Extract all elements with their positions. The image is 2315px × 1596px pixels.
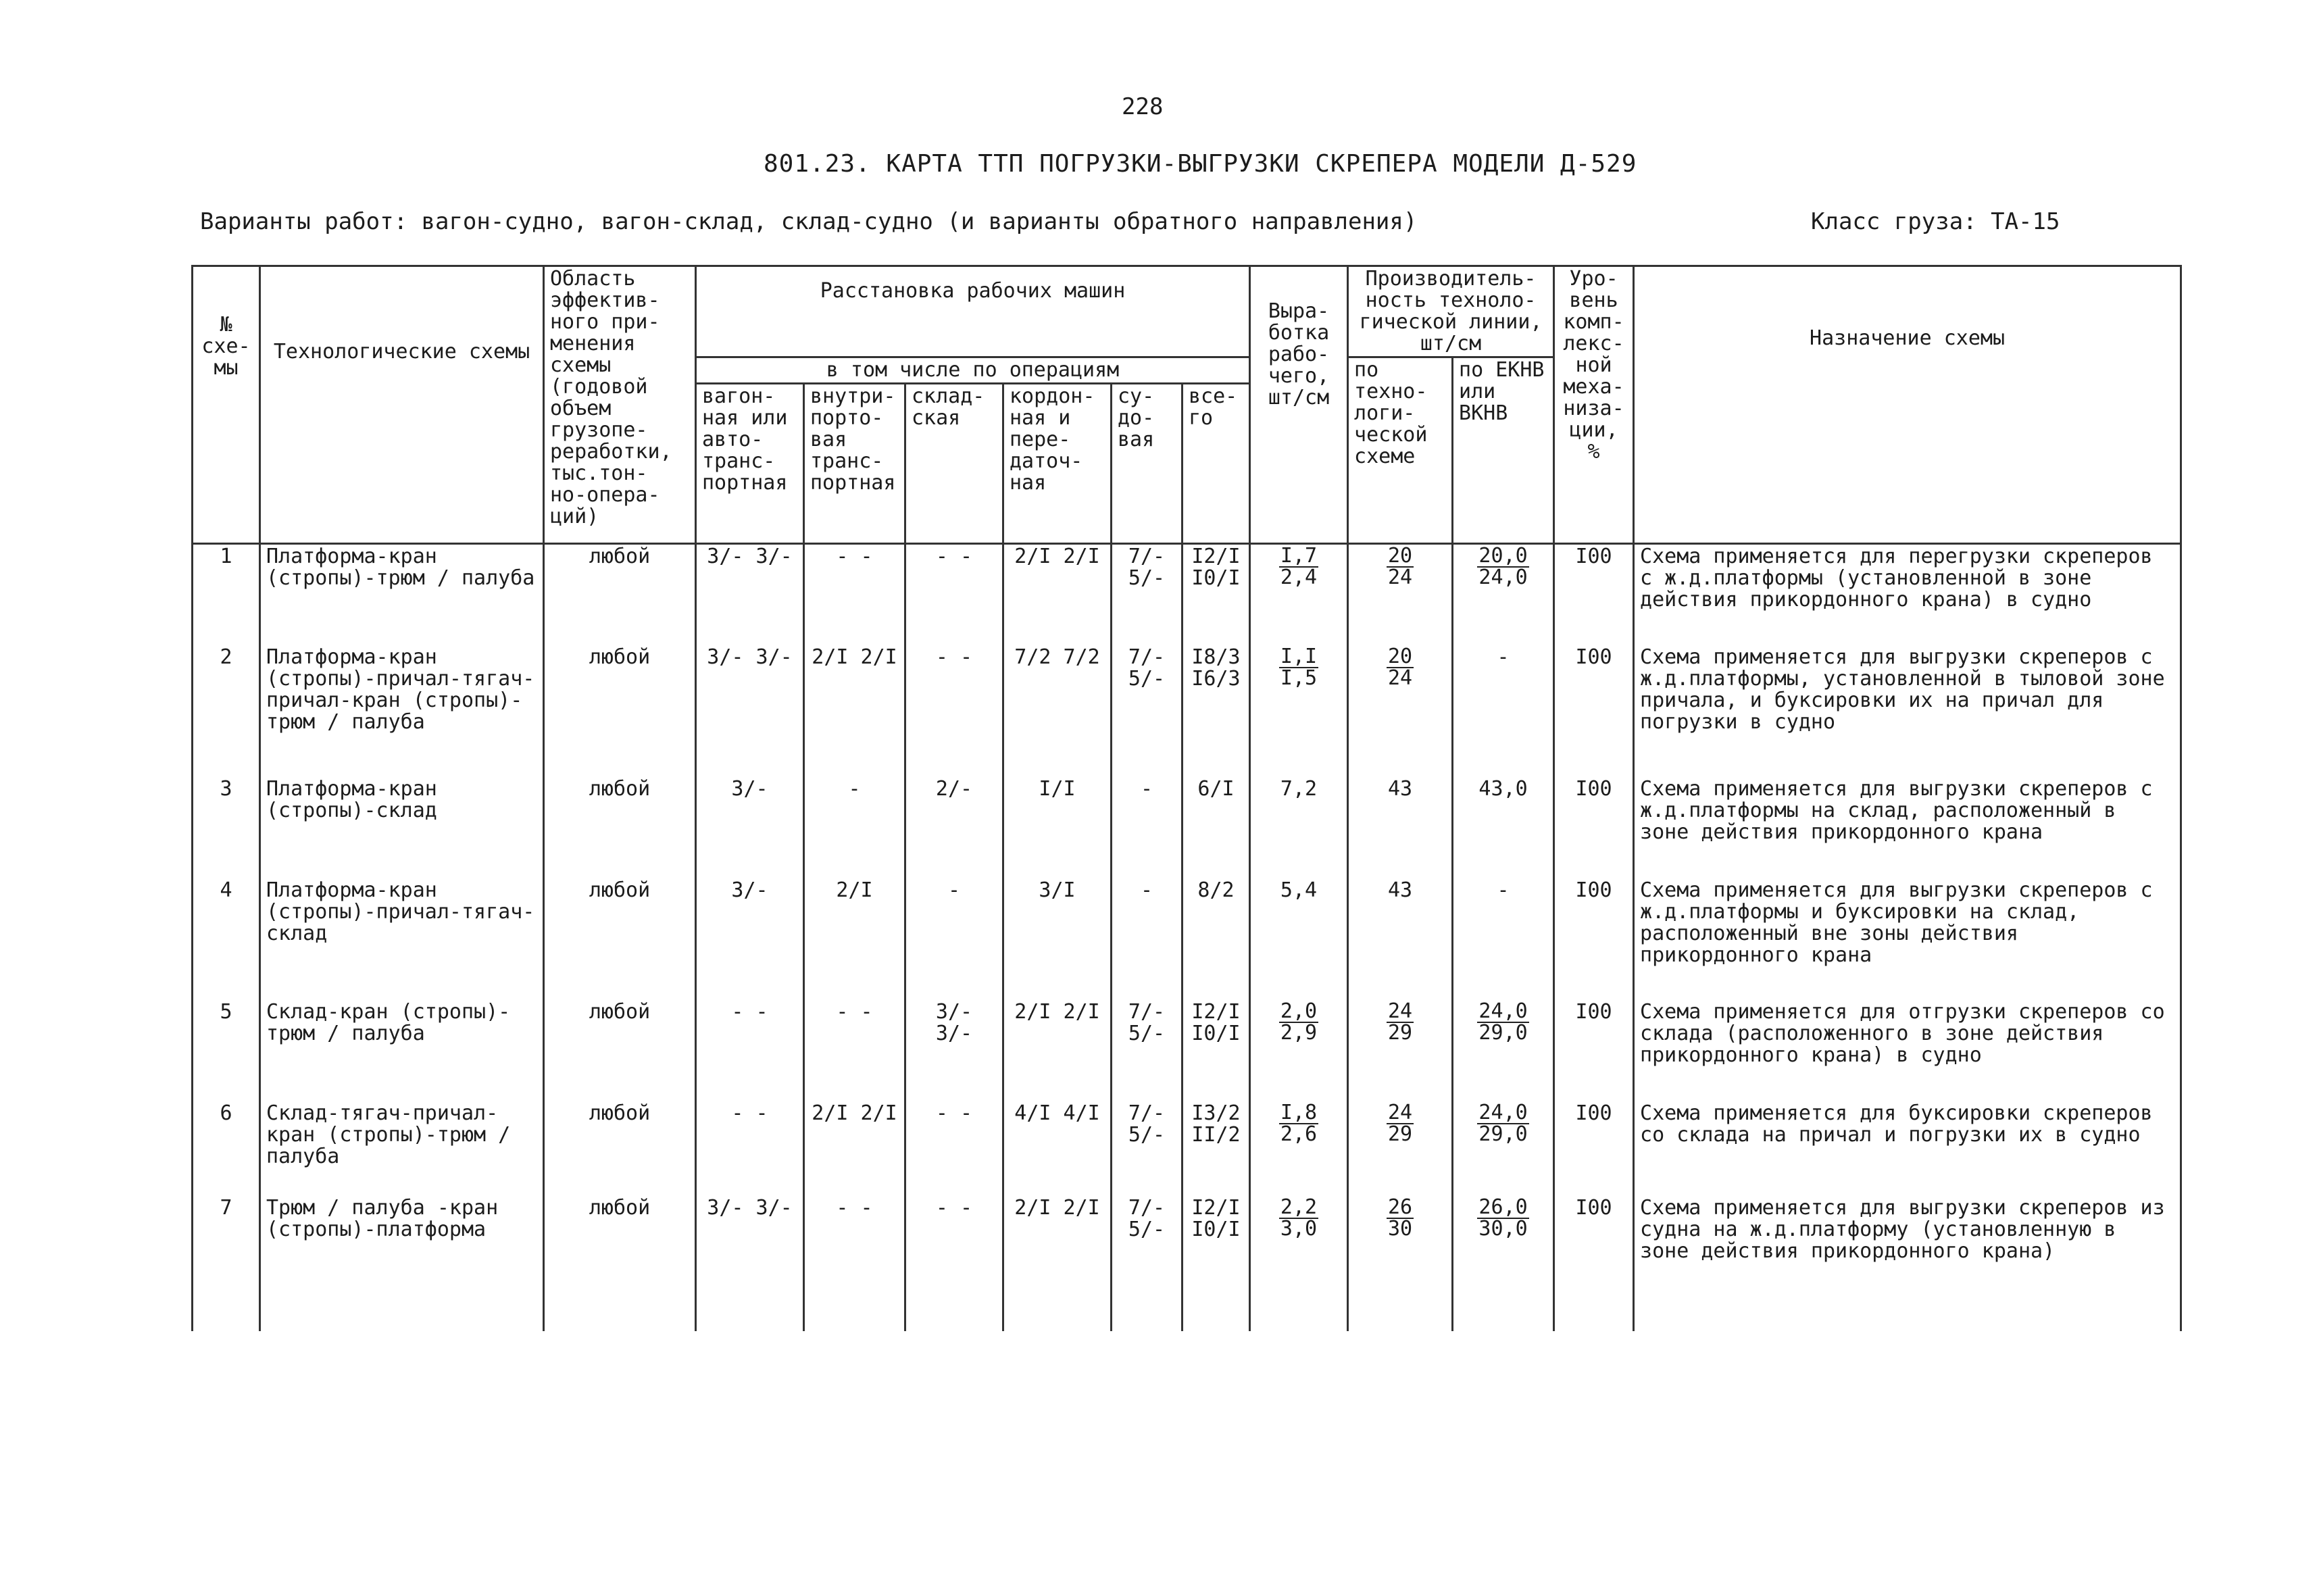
productivity-eknv-top: 24,0 — [1478, 999, 1528, 1023]
header-application-area: Область эффектив- ного при- менения схемы (годовой объем грузопе- реработки, тыс.тон- но-опера- ций) — [544, 266, 696, 544]
intraport-ops: - — [804, 777, 905, 878]
productivity-eknv — [1453, 1196, 1554, 1331]
worker-output — [1250, 645, 1348, 777]
header-scheme-number: № схе- мы — [193, 266, 260, 544]
work-variants: Варианты работ: вагон-судно, вагон-склад, склад-судно (и варианты обратного направления) — [200, 208, 1418, 235]
header-mechanization-level: Уро- вень комп- лекс- ной меха- низа- ции, % — [1554, 266, 1634, 544]
application-area: любой — [544, 777, 696, 878]
total-ops: I2/I I0/I — [1183, 544, 1250, 645]
warehouse-ops: - - — [905, 1101, 1003, 1196]
warehouse-ops: 2/- — [905, 777, 1003, 878]
tech-scheme: Склад-тягач-причал-кран (стропы)-трюм / палуба — [260, 1101, 544, 1196]
warehouse-ops: - - — [905, 645, 1003, 777]
intraport-ops: 2/I 2/I — [804, 1101, 905, 1196]
worker-output-top: I,7 — [1280, 544, 1318, 568]
productivity-eknv-bottom: 24,0 — [1478, 566, 1528, 589]
cargo-class: Класс груза: ТА-15 — [1811, 208, 2060, 235]
productivity-eknv-bottom: 29,0 — [1478, 1020, 1528, 1045]
worker-output — [1250, 777, 1348, 878]
tech-scheme: Платформа-кран (стропы)-причал-тягач-причал-кран (стропы)-трюм / палуба — [260, 645, 544, 777]
mechanization-level: I00 — [1554, 1196, 1634, 1331]
mechanization-level: I00 — [1554, 878, 1634, 1000]
scheme-purpose: Схема применяется для буксировки скреперов со склада на причал и погрузки их в судно — [1634, 1101, 2181, 1196]
header-scheme-purpose: Назначение схемы — [1634, 266, 2181, 544]
ship-ops: - — [1112, 777, 1183, 878]
intraport-ops: - - — [804, 1196, 905, 1331]
wagon-ops: 3/- — [696, 777, 804, 878]
scheme-number: 3 — [193, 777, 260, 878]
warehouse-ops: - — [905, 878, 1003, 1000]
ship-ops: 7/- 5/- — [1112, 1000, 1183, 1101]
productivity-scheme-bottom: 29 — [1387, 1020, 1413, 1045]
application-area: любой — [544, 878, 696, 1000]
table-row — [193, 1196, 2181, 1331]
total-ops: I3/2 II/2 — [1183, 1101, 1250, 1196]
application-area: любой — [544, 544, 696, 645]
worker-output — [1250, 1101, 1348, 1196]
mechanization-level: I00 — [1554, 777, 1634, 878]
header-line-productivity: Производитель- ность техноло- гической линии, шт/см — [1348, 266, 1554, 357]
warehouse-ops: 3/- 3/- — [905, 1000, 1003, 1101]
productivity-scheme-top: 43 — [1387, 878, 1413, 902]
productivity-scheme-bottom: 30 — [1387, 1216, 1413, 1241]
productivity-scheme-top: 43 — [1387, 776, 1413, 801]
header-wagon: вагон- ная или авто- транс- портная — [696, 384, 804, 544]
productivity-scheme — [1348, 1196, 1453, 1331]
productivity-scheme-top: 26 — [1387, 1195, 1413, 1219]
worker-output — [1250, 544, 1348, 645]
wagon-ops: 3/- — [696, 878, 804, 1000]
tech-scheme: Платформа-кран (стропы)-причал-тягач-склад — [260, 878, 544, 1000]
warehouse-ops: - - — [905, 544, 1003, 645]
worker-output-bottom: I,5 — [1280, 666, 1318, 690]
worker-output-top: 5,4 — [1280, 878, 1318, 902]
scheme-number: 2 — [193, 645, 260, 777]
ship-ops: 7/- 5/- — [1112, 1196, 1183, 1331]
worker-output — [1250, 878, 1348, 1000]
scheme-number: 7 — [193, 1196, 260, 1331]
kordon-ops: 2/I 2/I — [1003, 1196, 1112, 1331]
productivity-eknv — [1453, 777, 1554, 878]
table-row — [193, 1101, 2181, 1196]
mechanization-level: I00 — [1554, 645, 1634, 777]
kordon-ops: 4/I 4/I — [1003, 1101, 1112, 1196]
scheme-purpose: Схема применяется для отгрузки скреперов со склада (расположенного в зоне действия прикордонного крана) в судно — [1634, 1000, 2181, 1101]
scheme-number: 1 — [193, 544, 260, 645]
header-by-scheme: по техно- логи- ческой схеме — [1348, 357, 1453, 544]
header-tech-scheme: Технологические схемы — [260, 266, 544, 544]
scheme-purpose: Схема применяется для выгрузки скреперов из судна на ж.д.платформу (установленную в зоне действия прикордонного крана) — [1634, 1196, 2181, 1331]
productivity-eknv-top: 26,0 — [1478, 1195, 1528, 1219]
header-ship: су- до- вая — [1112, 384, 1183, 544]
ship-ops: 7/- 5/- — [1112, 1101, 1183, 1196]
header-warehouse: склад- ская — [905, 384, 1003, 544]
productivity-eknv-top: 20,0 — [1478, 544, 1528, 568]
application-area: любой — [544, 1101, 696, 1196]
kordon-ops: 2/I 2/I — [1003, 544, 1112, 645]
application-area: любой — [544, 645, 696, 777]
productivity-eknv — [1453, 544, 1554, 645]
scheme-number: 4 — [193, 878, 260, 1000]
productivity-scheme-bottom: 24 — [1387, 566, 1413, 589]
productivity-scheme — [1348, 544, 1453, 645]
productivity-scheme-top: 20 — [1387, 645, 1413, 668]
table-row — [193, 645, 2181, 777]
kordon-ops: 2/I 2/I — [1003, 1000, 1112, 1101]
wagon-ops: - - — [696, 1000, 804, 1101]
total-ops: 8/2 — [1183, 878, 1250, 1000]
worker-output-bottom: 2,4 — [1280, 566, 1318, 589]
worker-output-top: 2,0 — [1280, 999, 1318, 1023]
worker-output-bottom: 2,9 — [1280, 1020, 1318, 1045]
document-title: 801.23. КАРТА ТТП ПОГРУЗКИ-ВЫГРУЗКИ СКРЕПЕРА МОДЕЛИ Д-529 — [764, 150, 1637, 178]
worker-output-bottom: 3,0 — [1280, 1216, 1318, 1241]
wagon-ops: 3/- 3/- — [696, 645, 804, 777]
scheme-purpose: Схема применяется для выгрузки скреперов с ж.д.платформы, установленной в тыловой зоне причала, и буксировки их на причал для погрузки в судно — [1634, 645, 2181, 777]
productivity-scheme — [1348, 645, 1453, 777]
worker-output — [1250, 1196, 1348, 1331]
productivity-eknv — [1453, 878, 1554, 1000]
total-ops: I2/I I0/I — [1183, 1000, 1250, 1101]
tech-scheme: Трюм / палуба -кран (стропы)-платформа — [260, 1196, 544, 1331]
header-total: все- го — [1183, 384, 1250, 544]
productivity-eknv-bottom: 29,0 — [1478, 1122, 1528, 1146]
intraport-ops: 2/I — [804, 878, 905, 1000]
header-by-operations: в том числе по операциям — [696, 357, 1250, 384]
kordon-ops: 3/I — [1003, 878, 1112, 1000]
total-ops: 6/I — [1183, 777, 1250, 878]
table-row — [193, 544, 2181, 645]
header-worker-output: Выра- ботка рабо- чего, шт/см — [1250, 266, 1348, 544]
scheme-number: 5 — [193, 1000, 260, 1101]
scheme-number: 6 — [193, 1101, 260, 1196]
productivity-eknv-bottom: 30,0 — [1478, 1216, 1528, 1241]
tech-scheme: Склад-кран (стропы)-трюм / палуба — [260, 1000, 544, 1101]
wagon-ops: - - — [696, 1101, 804, 1196]
productivity-scheme — [1348, 1000, 1453, 1101]
intraport-ops: - - — [804, 544, 905, 645]
intraport-ops: - - — [804, 1000, 905, 1101]
worker-output-top: 2,2 — [1280, 1195, 1318, 1219]
ttp-table — [191, 265, 2182, 1331]
worker-output-top: I,I — [1280, 645, 1318, 668]
table-row — [193, 1000, 2181, 1101]
productivity-scheme-bottom: 24 — [1387, 666, 1413, 690]
wagon-ops: 3/- 3/- — [696, 544, 804, 645]
page-number: 228 — [1122, 93, 1164, 120]
tech-scheme: Платформа-кран (стропы)-склад — [260, 777, 544, 878]
worker-output — [1250, 1000, 1348, 1101]
mechanization-level: I00 — [1554, 1000, 1634, 1101]
scheme-purpose: Схема применяется для выгрузки скреперов с ж.д.платформы и буксировки на склад, расположенный вне зоны действия прикордонного крана — [1634, 878, 2181, 1000]
productivity-eknv — [1453, 645, 1554, 777]
mechanization-level: I00 — [1554, 1101, 1634, 1196]
productivity-eknv-top: - — [1497, 645, 1510, 669]
warehouse-ops: - - — [905, 1196, 1003, 1331]
application-area: любой — [544, 1196, 696, 1331]
total-ops: I2/I I0/I — [1183, 1196, 1250, 1331]
mechanization-level: I00 — [1554, 544, 1634, 645]
productivity-scheme-bottom: 29 — [1387, 1122, 1413, 1146]
header-kordon: кордон- ная и пере- даточ- ная — [1003, 384, 1112, 544]
productivity-scheme — [1348, 777, 1453, 878]
scheme-purpose: Схема применяется для выгрузки скреперов с ж.д.платформы на склад, расположенный в зоне действия прикордонного крана — [1634, 777, 2181, 878]
total-ops: I8/3 I6/3 — [1183, 645, 1250, 777]
productivity-scheme — [1348, 878, 1453, 1000]
header-by-eknv: по ЕКНВ или ВКНВ — [1453, 357, 1554, 544]
intraport-ops: 2/I 2/I — [804, 645, 905, 777]
ship-ops: - — [1112, 878, 1183, 1000]
productivity-eknv — [1453, 1000, 1554, 1101]
application-area: любой — [544, 1000, 696, 1101]
tech-scheme: Платформа-кран (стропы)-трюм / палуба — [260, 544, 544, 645]
scheme-purpose: Схема применяется для перегрузки скреперов с ж.д.платформы (установленной в зоне действия прикордонного крана) в судно — [1634, 544, 2181, 645]
productivity-eknv-top: 24,0 — [1478, 1101, 1528, 1124]
ship-ops: 7/- 5/- — [1112, 645, 1183, 777]
table-row — [193, 878, 2181, 1000]
productivity-scheme-top: 24 — [1387, 999, 1413, 1023]
productivity-eknv-top: - — [1497, 878, 1510, 902]
productivity-scheme — [1348, 1101, 1453, 1196]
table-row — [193, 777, 2181, 878]
kordon-ops: 7/2 7/2 — [1003, 645, 1112, 777]
productivity-eknv-top: 43,0 — [1478, 776, 1528, 801]
wagon-ops: 3/- 3/- — [696, 1196, 804, 1331]
productivity-eknv — [1453, 1101, 1554, 1196]
ship-ops: 7/- 5/- — [1112, 544, 1183, 645]
productivity-scheme-top: 24 — [1387, 1101, 1413, 1124]
worker-output-bottom: 2,6 — [1280, 1122, 1318, 1146]
header-worker-placement: Расстановка рабочих машин — [696, 266, 1250, 357]
productivity-scheme-top: 20 — [1387, 544, 1413, 568]
header-intraport: внутри- порто- вая транс- портная — [804, 384, 905, 544]
kordon-ops: I/I — [1003, 777, 1112, 878]
worker-output-top: 7,2 — [1280, 776, 1318, 801]
worker-output-top: I,8 — [1280, 1101, 1318, 1124]
